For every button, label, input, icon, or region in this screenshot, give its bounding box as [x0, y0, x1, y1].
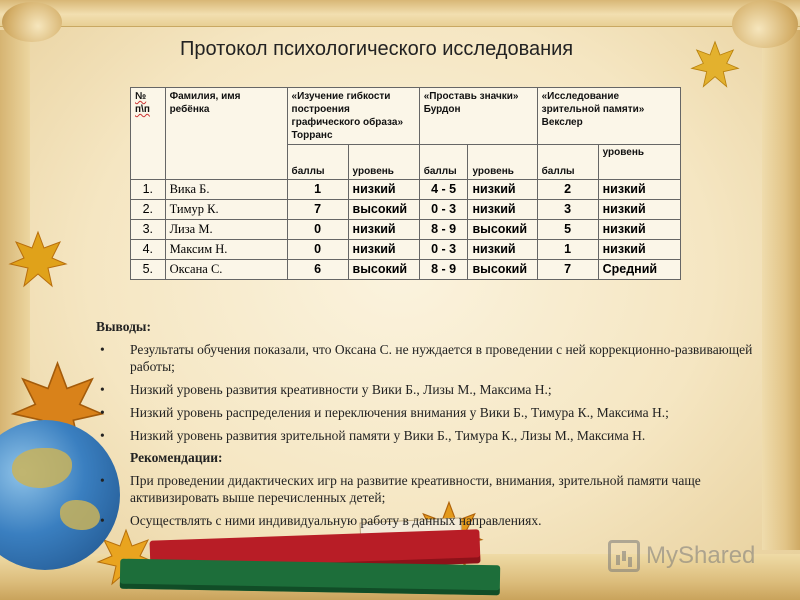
- recommendations-heading: Рекомендации:: [130, 450, 223, 465]
- cell-score: 0: [287, 240, 348, 260]
- maple-leaf-icon: [8, 230, 68, 290]
- cell-level: низкий: [468, 240, 537, 260]
- conclusion-item: [96, 381, 756, 398]
- table-row: [131, 200, 681, 220]
- cell-score: 2: [537, 180, 598, 200]
- cell-name: Оксана С.: [165, 260, 287, 280]
- cell-level: низкий: [598, 200, 680, 220]
- watermark: [608, 540, 755, 572]
- cell-score: 4 - 5: [419, 180, 468, 200]
- cell-score: 0 - 3: [419, 240, 468, 260]
- header-name: Фамилия, имя ребёнка: [165, 88, 287, 180]
- recommendation-item: [96, 472, 756, 506]
- cell-name: Максим Н.: [165, 240, 287, 260]
- conclusion-text: Низкий уровень распределения и переключения внимания у Вики Б., Тимура К., Максима Н.;: [130, 405, 669, 420]
- subheader-score: баллы: [419, 145, 468, 180]
- scroll-right-edge: [762, 30, 800, 550]
- conclusion-text: Результаты обучения показали, что Оксана С. не нуждается в проведении с ней коррекционно-развивающей работы;: [130, 342, 753, 374]
- cell-level: Средний: [598, 260, 680, 280]
- cell-score: 7: [537, 260, 598, 280]
- cell-score: 6: [287, 260, 348, 280]
- bullet: •: [100, 405, 105, 420]
- scroll-curl-right: [732, 0, 798, 48]
- cell-level: высокий: [468, 220, 537, 240]
- cell-level: высокий: [348, 200, 419, 220]
- header-bourdon: «Проставь значки» Бурдон: [419, 88, 537, 145]
- scroll-curl-left: [2, 2, 62, 42]
- header-torrance: «Изучение гибкости построения графического образа» Торранс: [287, 88, 419, 145]
- subheader-level: уровень: [348, 145, 419, 180]
- table-row: [131, 260, 681, 280]
- cell-level: низкий: [468, 180, 537, 200]
- cell-level: низкий: [468, 200, 537, 220]
- cell-num: 5.: [131, 260, 166, 280]
- table-row: [131, 180, 681, 200]
- cell-level: низкий: [348, 180, 419, 200]
- recommendation-text: Осуществлять с ними индивидуальную работу в данных направлениях.: [130, 513, 542, 528]
- cell-num: 4.: [131, 240, 166, 260]
- chart-icon: [608, 540, 640, 572]
- scroll-top-roll: [0, 0, 800, 27]
- cell-level: низкий: [598, 220, 680, 240]
- cell-score: 5: [537, 220, 598, 240]
- recommendation-text: При проведении дидактических игр на развитие креативности, внимания, зрительной памяти чаще активизировать выше перечисленных детей;: [130, 473, 701, 505]
- conclusion-item: [96, 404, 756, 421]
- cell-num: 1.: [131, 180, 166, 200]
- cell-score: 8 - 9: [419, 220, 468, 240]
- cell-level: низкий: [348, 240, 419, 260]
- table-row: [131, 240, 681, 260]
- cell-score: 0: [287, 220, 348, 240]
- cell-level: высокий: [468, 260, 537, 280]
- cell-score: 0 - 3: [419, 200, 468, 220]
- subheader-level: уровень: [468, 145, 537, 180]
- cell-name: Вика Б.: [165, 180, 287, 200]
- table-header-row: [131, 88, 681, 145]
- cell-name: Тимур К.: [165, 200, 287, 220]
- subheader-score: баллы: [537, 145, 598, 180]
- cell-num: 2.: [131, 200, 166, 220]
- bullet: •: [100, 382, 105, 397]
- cell-level: высокий: [348, 260, 419, 280]
- cell-level: низкий: [598, 180, 680, 200]
- page-title: Протокол психологического исследования: [180, 38, 574, 60]
- cell-num: 3.: [131, 220, 166, 240]
- conclusion-item: [96, 427, 756, 444]
- cell-score: 3: [537, 200, 598, 220]
- header-wechsler: «Исследование зрительной памяти» Векслер: [537, 88, 680, 145]
- subheader-score: баллы: [287, 145, 348, 180]
- bullet: •: [100, 428, 105, 443]
- conclusion-text: Низкий уровень развития зрительной памяти у Вики Б., Тимура К., Лизы М., Максима Н.: [130, 428, 646, 443]
- cell-score: 1: [537, 240, 598, 260]
- header-num: № п\п: [131, 88, 166, 180]
- results-table: [130, 87, 681, 280]
- bullet: •: [100, 342, 105, 357]
- cell-level: низкий: [598, 240, 680, 260]
- bullet: •: [100, 473, 105, 488]
- maple-leaf-icon: [690, 40, 740, 90]
- cell-name: Лиза М.: [165, 220, 287, 240]
- conclusions-heading: Выводы:: [96, 319, 151, 334]
- cell-score: 8 - 9: [419, 260, 468, 280]
- subheader-level: уровень: [598, 145, 680, 180]
- bullet: •: [100, 513, 105, 528]
- conclusions-section: [96, 319, 756, 535]
- table-row: [131, 220, 681, 240]
- cell-score: 1: [287, 180, 348, 200]
- cell-score: 7: [287, 200, 348, 220]
- recommendation-item: [96, 512, 756, 529]
- cell-level: низкий: [348, 220, 419, 240]
- conclusion-text: Низкий уровень развития креативности у Вики Б., Лизы М., Максима Н.;: [130, 382, 552, 397]
- conclusion-item: [96, 341, 756, 375]
- watermark-text: MyShared: [646, 542, 756, 569]
